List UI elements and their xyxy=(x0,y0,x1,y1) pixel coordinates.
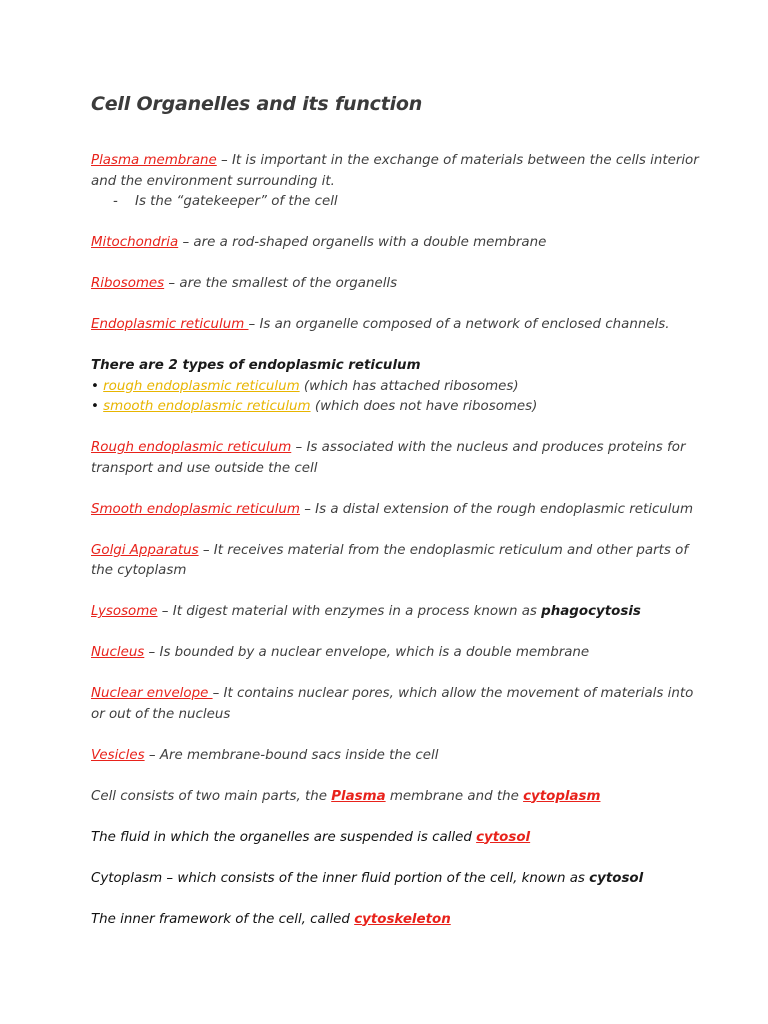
term-smooth-er-link: smooth endoplasmic reticulum xyxy=(103,399,311,414)
desc-mitochondria: – are a rod-shaped organells with a double membrane xyxy=(178,235,547,250)
term-plasma-membrane: Plasma membrane xyxy=(91,153,217,168)
term-plasma-bold: Plasma xyxy=(331,788,386,804)
term-cytosol-bold: cytosol xyxy=(476,829,531,845)
note-two-parts xyxy=(91,787,711,808)
definition-nucleus xyxy=(91,643,711,664)
document-body xyxy=(91,93,711,930)
bullet-marker: • xyxy=(91,399,99,414)
desc-smooth-type: (which does not have ribosomes) xyxy=(310,399,538,414)
definition-golgi xyxy=(91,541,711,582)
bold-phagocytosis: phagocytosis xyxy=(541,604,641,619)
term-golgi: Golgi Apparatus xyxy=(91,542,199,558)
definition-plasma-membrane xyxy=(91,151,711,192)
definition-lysosome xyxy=(91,602,711,623)
term-vesicles: Vesicles xyxy=(91,747,145,763)
term-cytoplasm-bold: cytoplasm xyxy=(523,788,601,804)
definition-smooth-er xyxy=(91,500,711,521)
term-cytoskeleton-bold: cytoskeleton xyxy=(354,911,451,927)
term-mitochondria: Mitochondria xyxy=(91,235,179,250)
desc-golgi: – It receives material from the endoplasmic reticulum and other parts of the cytoplasm xyxy=(91,542,689,578)
definition-endoplasmic-reticulum xyxy=(91,315,711,336)
definition-nuclear-envelope xyxy=(91,684,711,725)
bullet-gatekeeper xyxy=(91,192,711,213)
term-smooth-er: Smooth endoplasmic reticulum xyxy=(91,501,300,517)
dash-marker: - xyxy=(113,194,118,209)
type-smooth xyxy=(91,397,711,418)
definition-rough-er xyxy=(91,438,711,479)
definition-ribosomes xyxy=(91,274,711,295)
bold-cytosol: cytosol xyxy=(589,870,644,886)
note-two-parts-mid: membrane and the xyxy=(385,788,524,804)
desc-nucleus: – Is bounded by a nuclear envelope, which is a double membrane xyxy=(144,645,590,660)
desc-rough-er: – Is associated with the nucleus and produces proteins for transport and use outside the cell xyxy=(91,440,686,476)
term-nucleus: Nucleus xyxy=(91,645,145,660)
bullet-marker: • xyxy=(91,378,99,394)
desc-ribosomes: – are the smallest of the organells xyxy=(164,276,398,291)
desc-endoplasmic-reticulum: – Is an organelle composed of a network of enclosed channels. xyxy=(248,317,670,332)
type-rough xyxy=(91,377,711,398)
term-ribosomes: Ribosomes xyxy=(91,276,165,291)
note-cytoplasm xyxy=(91,869,711,890)
note-cytoskeleton xyxy=(91,910,711,931)
types-heading: There are 2 types of endoplasmic reticulum xyxy=(91,358,421,373)
term-nuclear-envelope: Nuclear envelope xyxy=(91,686,213,701)
page-title: Cell Organelles and its function xyxy=(91,93,423,115)
note-two-parts-pre: Cell consists of two main parts, the xyxy=(91,788,332,804)
desc-lysosome: – It digest material with enzymes in a process known as xyxy=(157,604,542,619)
desc-rough-type: (which has attached ribosomes) xyxy=(299,378,519,394)
definition-mitochondria xyxy=(91,233,711,254)
desc-vesicles: – Are membrane-bound sacs inside the cell xyxy=(144,747,439,763)
bullet-gatekeeper-text: Is the “gatekeeper” of the cell xyxy=(135,194,338,209)
desc-smooth-er: – Is a distal extension of the rough endoplasmic reticulum xyxy=(299,501,694,517)
desc-plasma-membrane: – It is important in the exchange of materials between the cells interior and the environment surrounding it. xyxy=(91,153,699,189)
definition-vesicles xyxy=(91,746,711,767)
term-lysosome: Lysosome xyxy=(91,604,158,619)
term-endoplasmic-reticulum: Endoplasmic reticulum xyxy=(91,317,249,332)
note-cytosol xyxy=(91,828,711,849)
term-rough-er: Rough endoplasmic reticulum xyxy=(91,440,292,455)
note-cytoplasm-pre: Cytoplasm – which consists of the inner fluid portion of the cell, known as xyxy=(91,870,590,886)
note-cytoskeleton-pre: The inner framework of the cell, called xyxy=(91,911,355,927)
note-cytosol-pre: The fluid in which the organelles are suspended is called xyxy=(91,829,477,845)
desc-nuclear-envelope: – It contains nuclear pores, which allow the movement of materials into or out of the nucleus xyxy=(91,686,694,722)
term-rough-er-link: rough endoplasmic reticulum xyxy=(103,378,300,394)
